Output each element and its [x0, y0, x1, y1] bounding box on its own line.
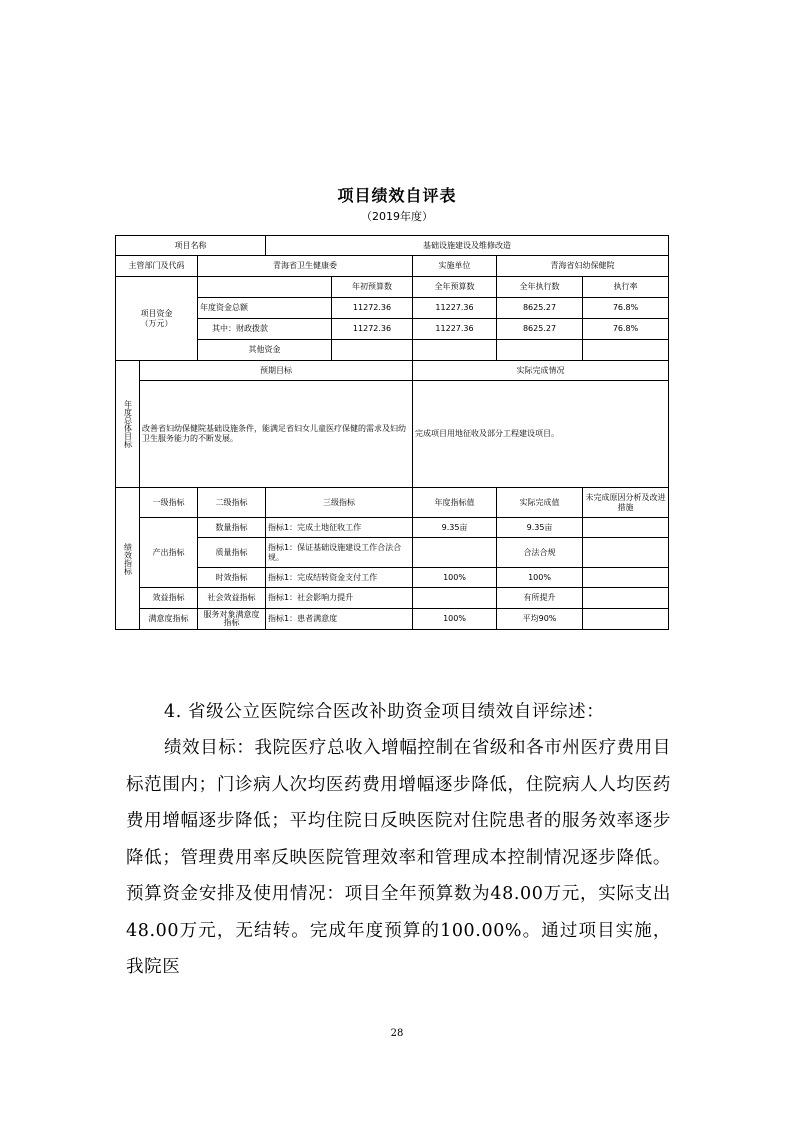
- funds-label-line1: 项目资金: [140, 308, 173, 318]
- evaluation-table: [115, 235, 669, 630]
- level3-cell: 指标1：完成结转资金支付工作: [266, 568, 413, 588]
- actual-text: 完成项目用地征收及部分工程建设项目。: [413, 381, 669, 488]
- funds-row-label: 其他资金: [198, 340, 332, 361]
- funds-full: [413, 340, 497, 361]
- table-row: [116, 609, 669, 630]
- satisfaction-l1: 满意度指标: [140, 609, 198, 630]
- actual-value-header: 实际完成值: [497, 488, 583, 518]
- dept-value: 青海省卫生健康委: [198, 256, 413, 277]
- level3-header: 三级指标: [266, 488, 413, 518]
- benefit-reason: [583, 588, 669, 609]
- col-executed-header: 全年执行数: [497, 277, 583, 298]
- funds-row-label: 其中：财政拨款: [198, 319, 332, 340]
- funds-executed: [497, 340, 583, 361]
- level2-cell: 数量指标: [198, 518, 266, 538]
- reason-header: 未完成原因分析及改进措施: [583, 488, 669, 518]
- target-cell: 9.35亩: [413, 518, 497, 538]
- project-name-value: 基础设施建设及维修改造: [266, 236, 669, 256]
- body-heading-paragraph: 4. 省级公立医院综合医改补助资金项目绩效自评综述：: [164, 702, 605, 722]
- funds-full: 11227.36: [413, 298, 497, 319]
- expected-goal-text: 改善省妇幼保健院基础设施条件，能满足省妇女儿童医疗保健的需求及妇幼卫生服务能力的不断发展。: [140, 381, 413, 488]
- reason-cell: [583, 538, 669, 568]
- funds-executed: 8625.27: [497, 319, 583, 340]
- reason-cell: [583, 518, 669, 538]
- benefit-l2: 社会效益指标: [198, 588, 266, 609]
- level2-cell: 质量指标: [198, 538, 266, 568]
- satisfaction-target: 100%: [413, 609, 497, 630]
- funds-rate: 76.8%: [583, 298, 669, 319]
- level1-header: 一级指标: [140, 488, 198, 518]
- target-header: 年度指标值: [413, 488, 497, 518]
- funds-label-line2: （万元）: [140, 318, 173, 328]
- actual-cell: 合法合规: [497, 538, 583, 568]
- unit-label: 实施单位: [413, 256, 497, 277]
- target-cell: 100%: [413, 568, 497, 588]
- table-row: [116, 361, 669, 381]
- funds-label: [116, 277, 198, 361]
- body-paragraph: 绩效目标：我院医疗总收入增幅控制在省级和各市州医疗费用目标范围内；门诊病人次均医药费用增幅逐步降低，住院病人人均医药费用增幅逐步降低；平均住院日反映医院对住院患者的服务效率逐步降低；管理费用率反映医院管理效率和管理成本控制情况逐步降低。预算资金安排及使用情况：项目全年预算数为48.00万元，实际支出48.00万元，无结转。完成年度预算的100.00%。通过项目实施，我院医: [126, 738, 671, 977]
- benefit-target: [413, 588, 497, 609]
- satisfaction-l3: 指标1：患者满意度: [266, 609, 413, 630]
- table-row: [116, 381, 669, 488]
- table-row: [116, 488, 669, 518]
- col-initial-header: 年初预算数: [332, 277, 413, 298]
- table-row: [116, 277, 669, 298]
- table-row: [116, 319, 669, 340]
- funds-header-blank: [198, 277, 332, 298]
- benefit-l3: 指标1：社会影响力提升: [266, 588, 413, 609]
- funds-executed: 8625.27: [497, 298, 583, 319]
- funds-initial: 11272.36: [332, 298, 413, 319]
- table-row: [116, 518, 669, 538]
- annual-goal-label-text: 年度总体目标: [123, 400, 133, 448]
- actual-cell: 9.35亩: [497, 518, 583, 538]
- target-cell: [413, 538, 497, 568]
- benefit-actual: 有所提升: [497, 588, 583, 609]
- col-full-year-header: 全年预算数: [413, 277, 497, 298]
- satisfaction-actual: 平均90%: [497, 609, 583, 630]
- table-row: [116, 298, 669, 319]
- output-label: 产出指标: [140, 518, 198, 588]
- actual-cell: 100%: [497, 568, 583, 588]
- perf-label-text: 绩效指标: [123, 542, 133, 575]
- table-row: [116, 588, 669, 609]
- project-name-label: 项目名称: [116, 236, 266, 256]
- satisfaction-l2: 服务对象满意度指标: [198, 609, 266, 630]
- level3-cell: 指标1：完成土地征收工作: [266, 518, 413, 538]
- benefit-l1: 效益指标: [140, 588, 198, 609]
- col-rate-header: 执行率: [583, 277, 669, 298]
- funds-rate: [583, 340, 669, 361]
- satisfaction-reason: [583, 609, 669, 630]
- annual-goal-label: [116, 361, 140, 488]
- page-number: 28: [390, 1028, 404, 1039]
- table-row: [116, 236, 669, 256]
- funds-row-label: 年度资金总额: [198, 298, 332, 319]
- funds-rate: 76.8%: [583, 319, 669, 340]
- table-row: [116, 538, 669, 568]
- expected-goal-header: 预期目标: [140, 361, 413, 381]
- funds-full: 11227.36: [413, 319, 497, 340]
- level2-cell: 时效指标: [198, 568, 266, 588]
- funds-initial: [332, 340, 413, 361]
- table-row: [116, 340, 669, 361]
- dept-label: 主管部门及代码: [116, 256, 198, 277]
- table-row: [116, 256, 669, 277]
- table-row: [116, 568, 669, 588]
- level3-cell: 指标1：保证基础设施建设工作合法合规。: [266, 538, 413, 568]
- unit-value: 青海省妇幼保健院: [497, 256, 669, 277]
- perf-label: [116, 488, 140, 630]
- funds-initial: 11272.36: [332, 319, 413, 340]
- actual-header: 实际完成情况: [413, 361, 669, 381]
- page-subtitle: （2019年度）: [361, 210, 433, 223]
- level2-header: 二级指标: [198, 488, 266, 518]
- reason-cell: [583, 568, 669, 588]
- page-title: 项目绩效自评表: [337, 186, 457, 205]
